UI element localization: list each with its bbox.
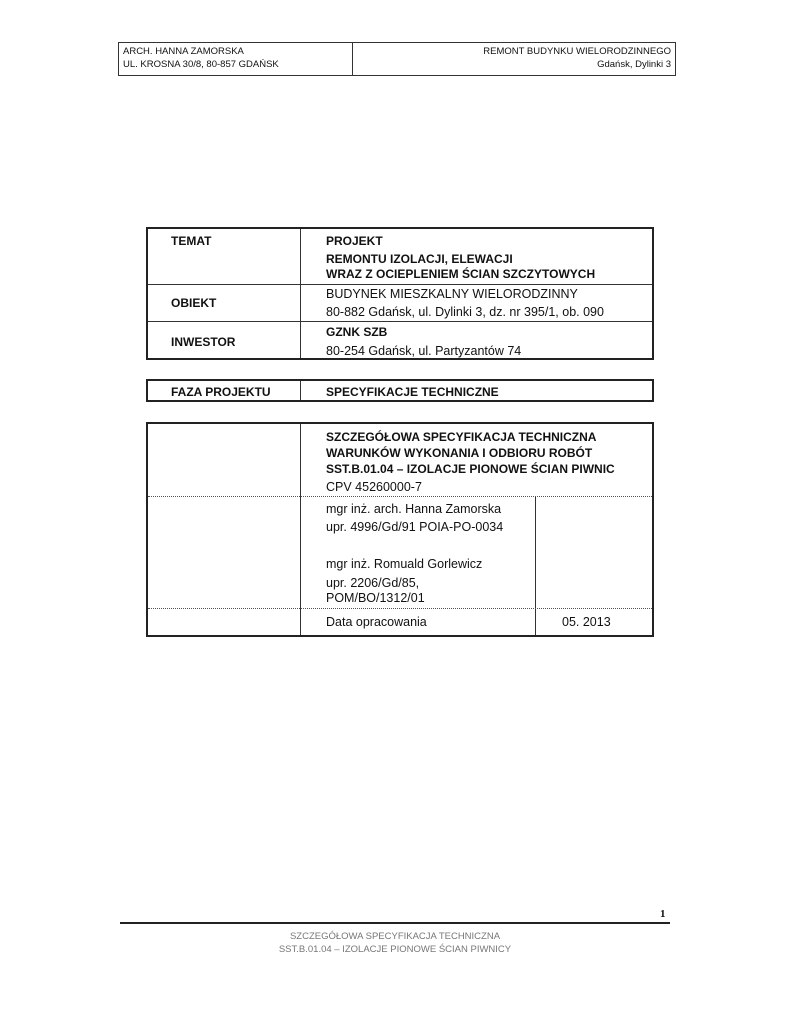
- inwestor-name: GZNK SZB: [326, 325, 388, 339]
- author2-license-line1: upr. 2206/Gd/85,: [326, 576, 420, 590]
- date-value: 05. 2013: [562, 615, 611, 629]
- header-author-address: UL. KROSNA 30/8, 80-857 GDAŃSK: [123, 59, 279, 70]
- header-project-location: Gdańsk, Dylinki 3: [597, 59, 671, 70]
- header-divider: [352, 43, 353, 75]
- projekt-heading: PROJEKT: [326, 234, 383, 248]
- spec-title-line1: SZCZEGÓŁOWA SPECYFIKACJA TECHNICZNA: [326, 430, 597, 444]
- table3-date-column-divider: [535, 497, 536, 635]
- footer-subtitle: SST.B.01.04 – IZOLACJE PIONOWE ŚCIAN PIWNICY: [278, 944, 512, 955]
- projekt-title-line1: REMONTU IZOLACJI, ELEWACJI: [326, 252, 513, 266]
- header-author-name: ARCH. HANNA ZAMORSKA: [123, 46, 244, 57]
- table1-row-divider: [148, 321, 652, 322]
- spec-title-line2: WARUNKÓW WYKONANIA I ODBIORU ROBÓT: [326, 446, 593, 460]
- cpv-code: CPV 45260000-7: [326, 480, 422, 494]
- faza-label: FAZA PROJEKTU: [171, 385, 271, 399]
- table2-column-divider: [300, 381, 301, 400]
- obiekt-label: OBIEKT: [171, 296, 217, 310]
- inwestor-label: INWESTOR: [171, 335, 236, 349]
- page-number: 1: [660, 908, 666, 920]
- author1-license: upr. 4996/Gd/91 POIA-PO-0034: [326, 520, 504, 534]
- table3-row-divider: [148, 608, 652, 609]
- table1-column-divider: [300, 229, 301, 358]
- temat-label: TEMAT: [171, 234, 212, 248]
- projekt-title-line2: WRAZ Z OCIEPLENIEM ŚCIAN SZCZYTOWYCH: [326, 267, 596, 281]
- inwestor-address: 80-254 Gdańsk, ul. Partyzantów 74: [326, 344, 522, 358]
- document-header: [118, 42, 676, 76]
- faza-value: SPECYFIKACJE TECHNICZNE: [326, 385, 499, 399]
- table3-column-divider: [300, 424, 301, 635]
- obiekt-name: BUDYNEK MIESZKALNY WIELORODZINNY: [326, 287, 578, 301]
- date-label: Data opracowania: [326, 615, 427, 629]
- author2-name: mgr inż. Romuald Gorlewicz: [326, 557, 483, 571]
- footer-title: SZCZEGÓŁOWA SPECYFIKACJA TECHNICZNA: [289, 931, 501, 942]
- table3-row-divider: [148, 496, 652, 497]
- author2-license-line2: POM/BO/1312/01: [326, 591, 425, 605]
- header-project-title: REMONT BUDYNKU WIELORODZINNEGO: [483, 46, 671, 57]
- author1-name: mgr inż. arch. Hanna Zamorska: [326, 502, 502, 516]
- table1-row-divider: [148, 284, 652, 285]
- footer-rule: [120, 922, 670, 924]
- obiekt-address: 80-882 Gdańsk, ul. Dylinki 3, dz. nr 395/1, ob. 090: [326, 305, 604, 319]
- spec-code: SST.B.01.04 – IZOLACJE PIONOWE ŚCIAN PIWNIC: [326, 462, 615, 476]
